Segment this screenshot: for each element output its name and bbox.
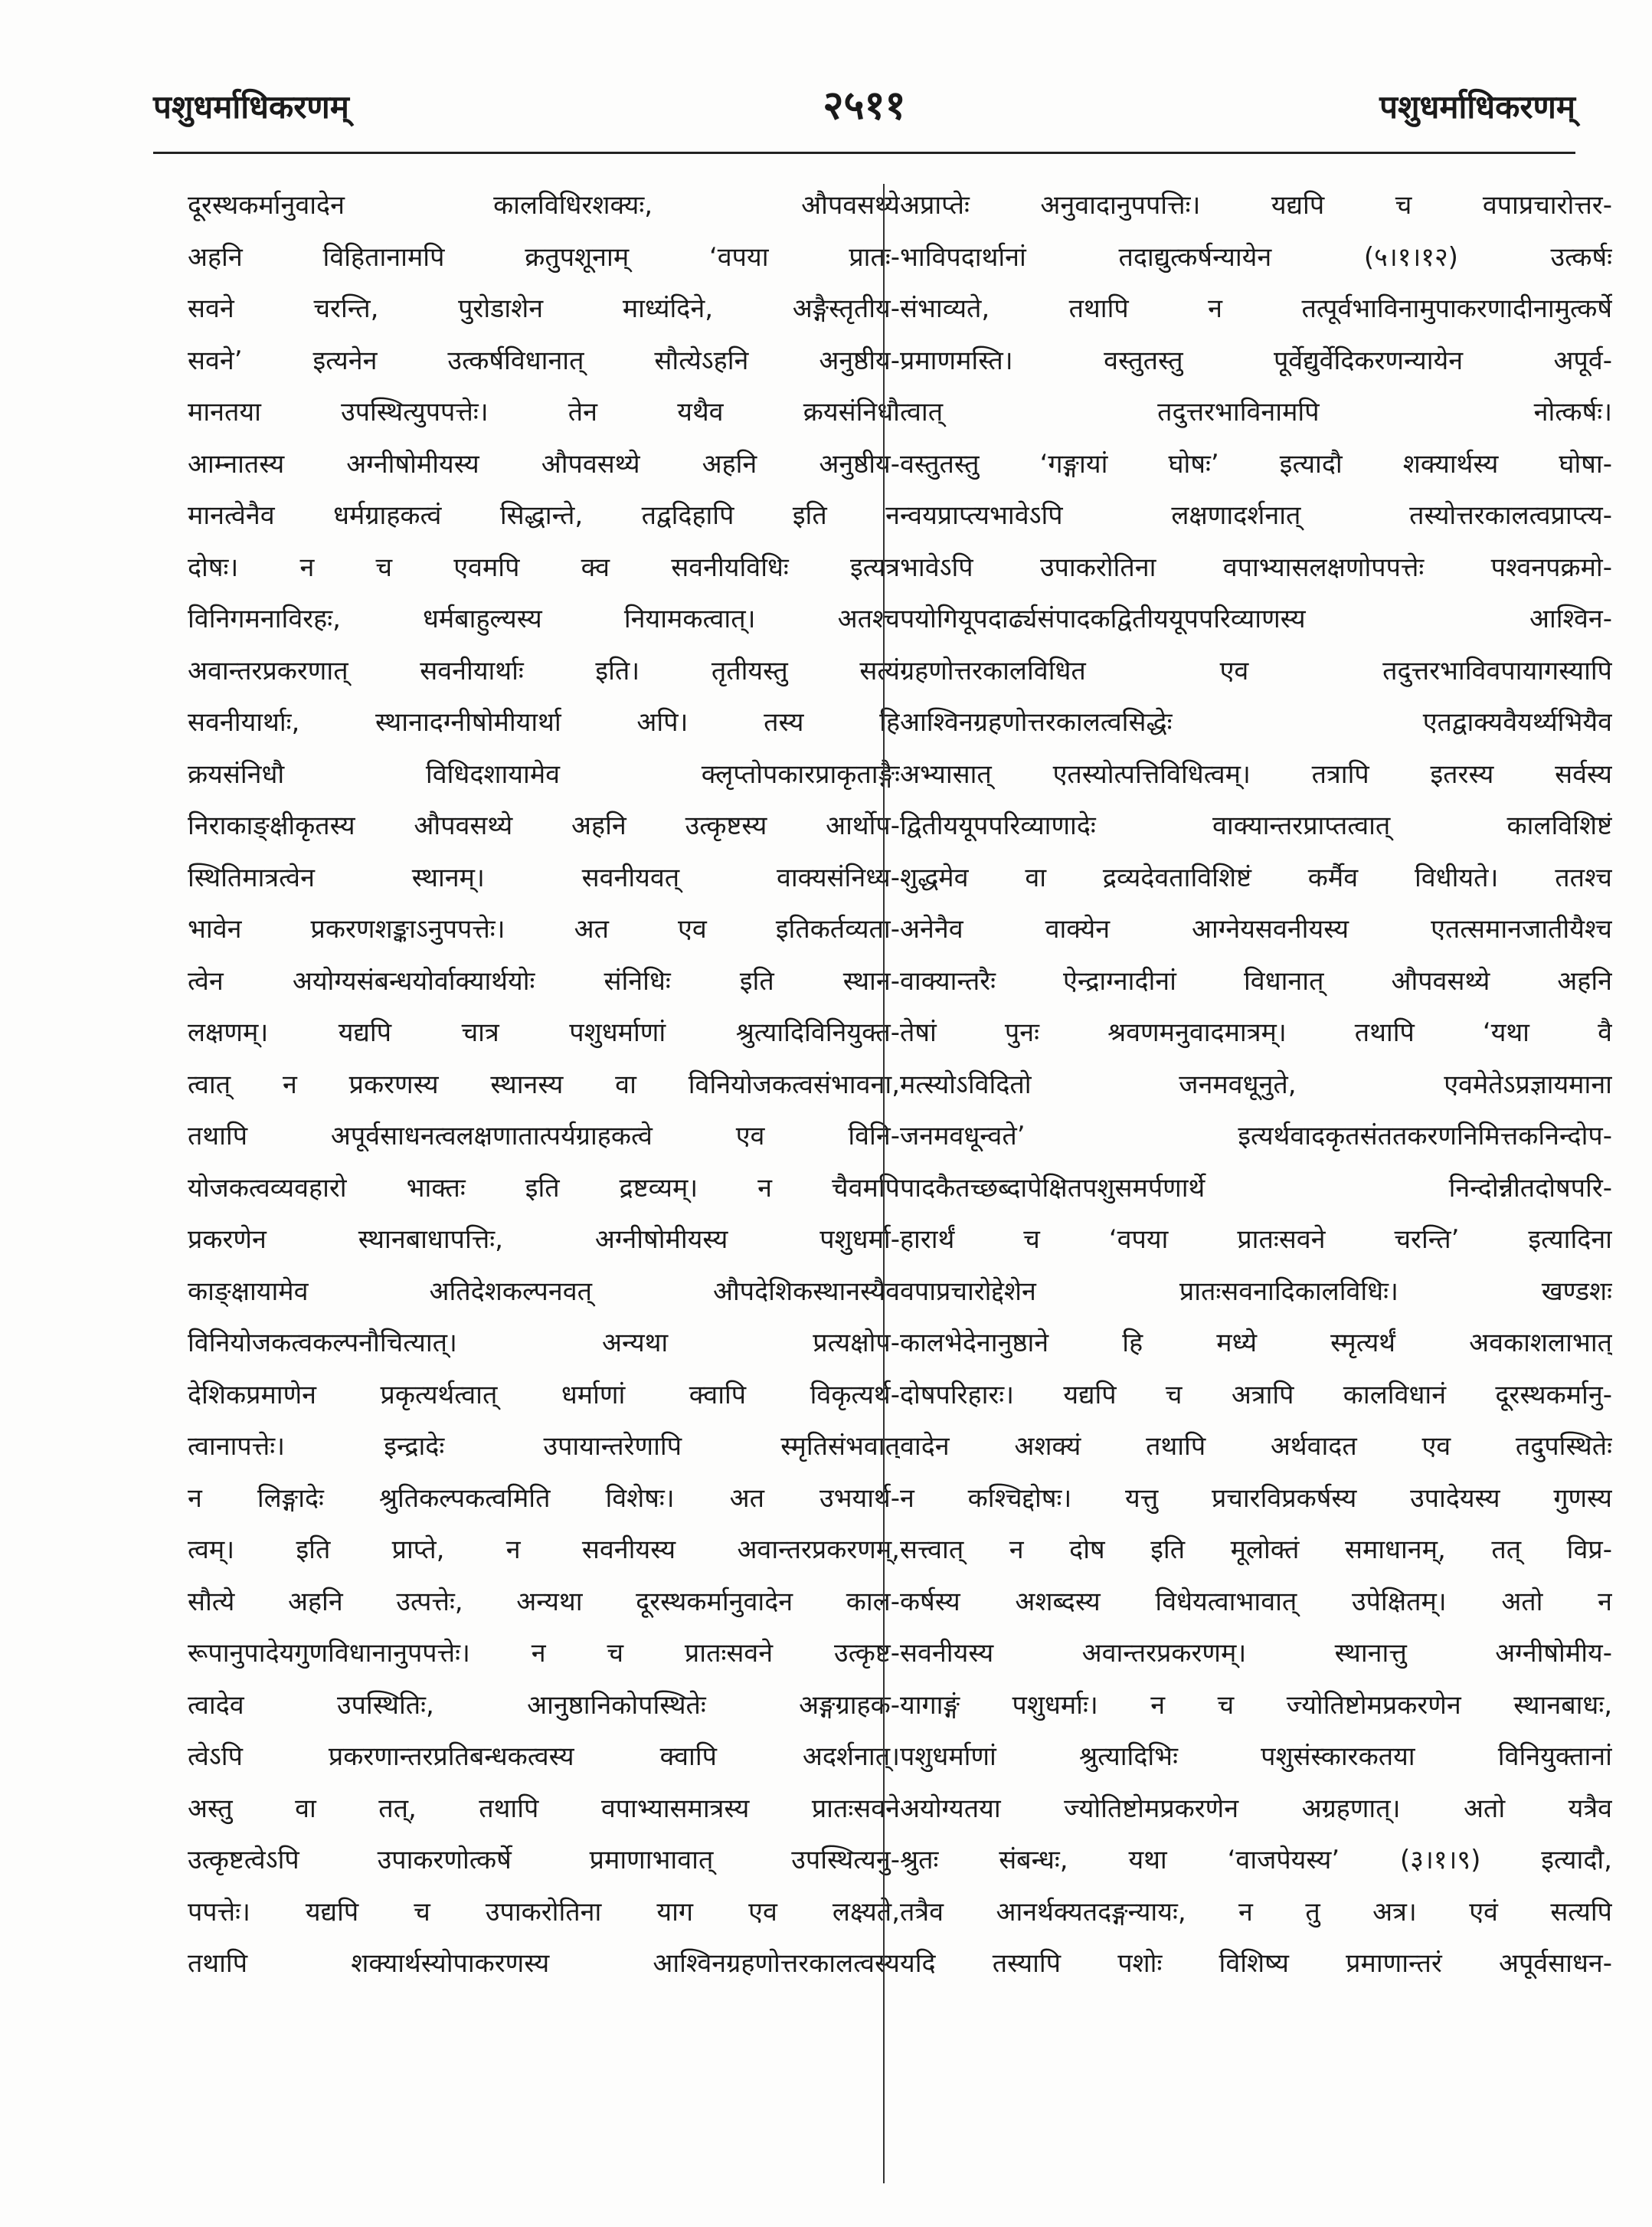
text-line: पपत्तेः। यद्यपि च उपाकरोतिना याग एव लक्ष्यते, (188, 1896, 900, 1927)
text-line: अभ्यासात् एतस्योत्पत्तिविधित्वम्। तत्रापि इतरस्य सर्वस्य (900, 758, 1612, 790)
text-line: निराकाङ्क्षीकृतस्य औपवसथ्ये अहनि उत्कृष्टस्य आर्थोप- (188, 811, 900, 841)
text-line: द्वितीययूपपरिव्याणादेः वाक्यान्तरप्राप्तत्वात् कालविशिष्टं (900, 811, 1612, 841)
text-line: स्थितिमात्रत्वेन स्थानम्। सवनीयवत् वाक्यसंनिध्य- (188, 862, 900, 893)
text-line: कालभेदेनानुष्ठाने हि मध्ये स्मृत्यर्थं अवकाशलाभात् (900, 1328, 1612, 1358)
text-line: सवनीयस्य अवान्तरप्रकरणम्। स्थानात्तु अग्नीषोमीय- (900, 1638, 1612, 1669)
text-line: न्वयप्राप्त्यभावेऽपि लक्षणादर्शनात् तस्योत्तरकालत्वप्राप्त्य- (900, 500, 1612, 531)
text-line: पादकैतच्छब्दापेक्षितपशुसमर्पणार्थे निन्दोन्नीतदोषपरि- (900, 1172, 1612, 1204)
header-right-title: पशुधर्माधिकरणम् (1379, 88, 1575, 126)
text-line: आश्विनग्रहणोत्तरकालत्वसिद्धेः एतद्वाक्यवैयर्थ्यभियैव (900, 707, 1612, 738)
text-line: पशुधर्माणां श्रुत्यादिभिः पशुसंस्कारकतया विनियुक्तानां (900, 1741, 1612, 1772)
text-line: सवने चरन्ति, पुरोडाशेन माध्यंदिने, अङ्गैस्तृतीय- (188, 293, 900, 324)
text-line: दोषः। न च एवमपि क्व सवनीयविधिः इत्यत्र (188, 552, 900, 583)
text-line: अस्तु वा तत्, तथापि वपाभ्यासमात्रस्य प्रातःसवने (188, 1793, 900, 1824)
text-line: वाक्यान्तरैः ऐन्द्राग्नादीनां विधानात् औपवसथ्ये अहनि (900, 965, 1612, 997)
text-line: वपाप्रचारोद्देशेन प्रातःसवनादिकालविधिः। खण्डशः (900, 1276, 1612, 1307)
text-line: देशिकप्रमाणेन प्रकृत्यर्थत्वात् धर्माणां क्वापि विकृत्यर्थ- (188, 1379, 900, 1410)
left-column (188, 180, 900, 1990)
text-line: मानत्वेनैव धर्मग्राहकत्वं सिद्धान्ते, तद्वदिहापि इति न (188, 500, 900, 531)
page-number: २५११ (823, 83, 906, 129)
text-line: सत्त्वात् न दोष इति मूलोक्तं समाधानम्, तत् विप्र- (900, 1534, 1612, 1565)
text-line: अयोग्यतया ज्योतिष्टोमप्रकरणेन अग्रहणात्। अतो यत्रैव (900, 1793, 1612, 1824)
text-line: अहनि विहितानामपि क्रतुपशूनाम् ‘वपया प्रातः- (188, 241, 900, 273)
text-line: त्वात् तदुत्तरभाविनामपि नोत्कर्षः। (900, 397, 1612, 427)
text-line: मानतया उपस्थित्युपपत्तेः। तेन यथैव क्रयसंनिधौ (188, 397, 900, 427)
text-line: कर्षस्य अशब्दस्य विधेयत्वाभावात् उपेक्षितम्। अतो न (900, 1586, 1612, 1617)
text-line: योजकत्वव्यवहारो भाक्तः इति द्रष्टव्यम्। न चैवमपि (188, 1172, 900, 1204)
text-line: सौत्ये अहनि उत्पत्तेः, अन्यथा दूरस्थकर्मानुवादेन काल- (188, 1586, 900, 1617)
text-line: भावेन प्रकरणशङ्काऽनुपपत्तेः। अत एव इतिकर्तव्यता- (188, 914, 900, 945)
text-line: त्वेन अयोग्यसंबन्धयोर्वाक्यार्थयोः संनिधिः इति स्थान- (188, 965, 900, 997)
text-line: तथापि शक्यार्थस्योपाकरणस्य आश्विनग्रहणोत्तरकालत्वस्य (188, 1948, 900, 1979)
text-line: शुद्धमेव वा द्रव्यदेवताविशिष्टं कर्मैव विधीयते। ततश्च (900, 862, 1612, 893)
text-line: अनेनैव वाक्येन आग्नेयसवनीयस्य एतत्समानजातीयैश्च (900, 914, 1612, 945)
header-rule (153, 152, 1575, 154)
text-line: तथापि अपूर्वसाधनत्वलक्षणातात्पर्यग्राहकत्वे एव विनि- (188, 1121, 900, 1151)
text-line: प्रमाणमस्ति। वस्तुतस्तु पूर्वेद्युर्वेदिकरणन्यायेन अपूर्व- (900, 345, 1612, 376)
text-line: त्वेऽपि प्रकरणान्तरप्रतिबन्धकत्वस्य क्वापि अदर्शनात्। (188, 1741, 900, 1772)
text-line: रूपानुपादेयगुणविधानानुपपत्तेः। न च प्रातःसवने उत्कृष्ट- (188, 1638, 900, 1669)
text-line: वादेन अशक्यं तथापि अर्थवादत एव तदुपस्थितेः (900, 1431, 1612, 1462)
text-line: त्वानापत्तेः। इन्द्रादेः उपायान्तरेणापि स्मृतिसंभवात् (188, 1431, 900, 1462)
text-line: त्वादेव उपस्थितिः, आनुष्ठानिकोपस्थितेः अङ्गग्राहक- (188, 1689, 900, 1721)
text-line: न लिङ्गादेः श्रुतिकल्पकत्वमिति विशेषः। अत उभयार्थ- (188, 1482, 900, 1514)
text-line: न कश्चिद्दोषः। यत्तु प्रचारविप्रकर्षस्य उपादेयस्य गुणस्य (900, 1482, 1612, 1514)
text-line: पयोगियूपदार्ढ्यसंपादकद्वितीययूपपरिव्याणस्य आश्विन- (900, 604, 1612, 634)
text-line: संभाव्यते, तथापि न तत्पूर्वभाविनामुपाकरणादीनामुत्कर्षे (900, 293, 1612, 324)
text-line: भावेऽपि उपाकरोतिना वपाभ्यासलक्षणोपपत्तेः पश्वनपक्रमो- (900, 552, 1612, 583)
text-line: भाविपदार्थानां तदाद्युत्कर्षन्यायेन (५।१।१२) उत्कर्षः (900, 241, 1612, 273)
text-line: मत्स्योऽविदितो जनमवधूनुते, एवमेतेऽप्रज्ञायमाना (900, 1069, 1612, 1100)
column-divider (883, 184, 885, 2183)
text-line: लक्षणम्। यद्यपि चात्र पशुधर्माणां श्रुत्यादिविनियुक्त- (188, 1017, 900, 1048)
text-line: प्रकरणेन स्थानबाधापत्तिः, अग्नीषोमीयस्य पशुधर्मा- (188, 1224, 900, 1255)
text-line: वस्तुतस्तु ‘गङ्गायां घोषः’ इत्यादौ शक्यार्थस्य घोषा- (900, 448, 1612, 480)
text-line: श्रुतः संबन्धः, यथा ‘वाजपेयस्य’ (३।१।९) इत्यादौ, (900, 1845, 1612, 1875)
text-line: त्वात् न प्रकरणस्य स्थानस्य वा विनियोजकत्वसंभावना, (188, 1069, 900, 1100)
header-left-title: पशुधर्माधिकरणम् (153, 88, 349, 126)
text-line: ग्रहणोत्तरकालविधित एव तदुत्तरभाविवपायागस्यापि (900, 655, 1612, 686)
text-line: क्रयसंनिधौ विधिदशायामेव क्लृप्तोपकारप्राकृताङ्गैः (188, 758, 900, 790)
text-line: अप्राप्तेः अनुवादानुपपत्तिः। यद्यपि च वपाप्रचारोत्तर- (900, 190, 1612, 221)
text-line: यागाङ्गं पशुधर्माः। न च ज्योतिष्टोमप्रकरणेन स्थानबाधः, (900, 1689, 1612, 1721)
text-line: त्वम्। इति प्राप्ते, न सवनीयस्य अवान्तरप्रकरणम्, (188, 1534, 900, 1565)
text-line: दोषपरिहारः। यद्यपि च अत्रापि कालविधानं दूरस्थकर्मानु- (900, 1379, 1612, 1410)
text-line: अवान्तरप्रकरणात् सवनीयार्थाः इति। तृतीयस्तु सत्यं (188, 655, 900, 686)
text-line: दूरस्थकर्मानुवादेन कालविधिरशक्यः, औपवसथ्ये (188, 190, 900, 221)
text-line: उत्कृष्टत्वेऽपि उपाकरणोत्कर्षे प्रमाणाभावात् उपस्थित्यनु- (188, 1845, 900, 1875)
text-line: विनिगमनाविरहः, धर्मबाहुल्यस्य नियामकत्वात्। अतश्च (188, 604, 900, 634)
text-line: यदि तस्यापि पशोः विशिष्य प्रमाणान्तरं अपूर्वसाधन- (900, 1948, 1612, 1979)
text-line: सवनीयार्थाः, स्थानादग्नीषोमीयार्था अपि। तस्य हि (188, 707, 900, 738)
text-line: काङ्क्षायामेव अतिदेशकल्पनवत् औपदेशिकस्थानस्यैव (188, 1276, 900, 1307)
text-line: तेषां पुनः श्रवणमनुवादमात्रम्। तथापि ‘यथा वै (900, 1017, 1612, 1048)
text-line: जनमवधून्वते’ इत्यर्थवादकृतसंततकरणनिमित्तकनिन्दोप- (900, 1121, 1612, 1151)
text-line: हारार्थं च ‘वपया प्रातःसवने चरन्ति’ इत्यादिना (900, 1224, 1612, 1255)
text-line: आम्नातस्य अग्नीषोमीयस्य औपवसथ्ये अहनि अनुष्ठीय- (188, 448, 900, 480)
text-line: सवने’ इत्यनेन उत्कर्षविधानात् सौत्येऽहनि अनुष्ठीय- (188, 345, 900, 376)
running-header (153, 77, 1575, 138)
text-line: विनियोजकत्वकल्पनौचित्यात्। अन्यथा प्रत्यक्षोप- (188, 1328, 900, 1358)
right-column (900, 180, 1612, 1990)
text-line: तत्रैव आनर्थक्यतदङ्गन्यायः, न तु अत्र। एवं सत्यपि (900, 1896, 1612, 1927)
